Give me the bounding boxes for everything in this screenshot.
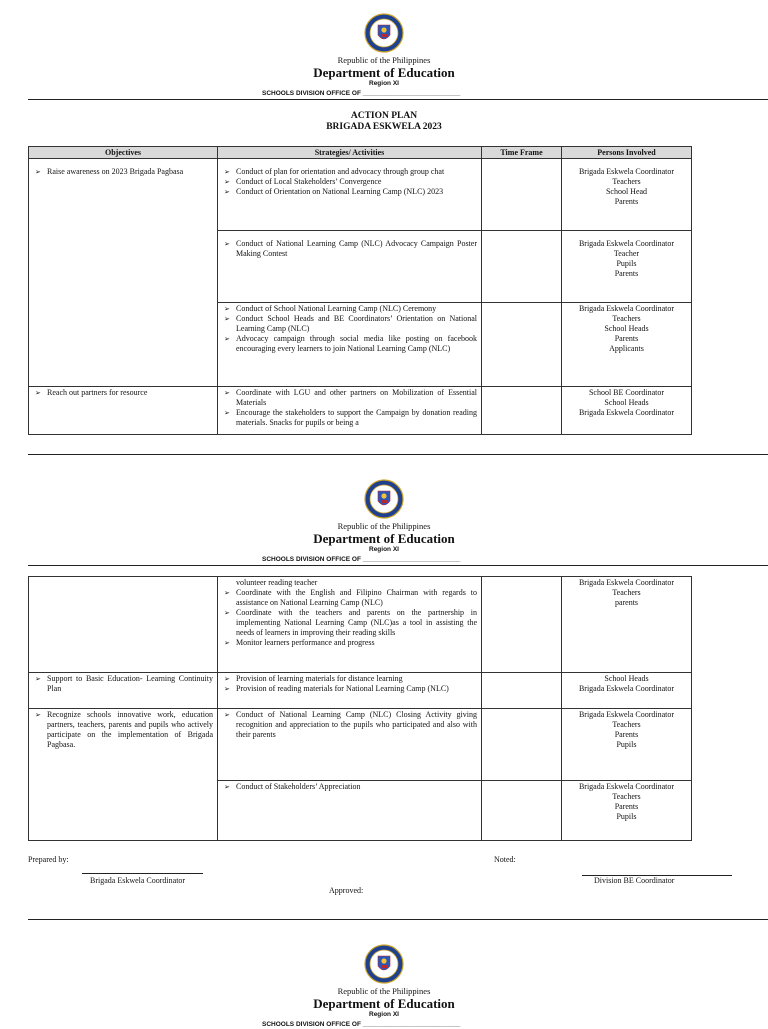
person-item: Pupils [616,812,637,821]
time-frame-cell [482,673,562,709]
objective-cell [29,387,218,435]
person-item: Brigada Eskwela Coordinator [578,782,675,791]
sdo-label: SCHOOLS DIVISION OFFICE OF ___________________________ [262,90,461,97]
header-time-frame: Time Frame [482,147,562,159]
prepared-role: Brigada Eskwela Coordinator [90,876,186,885]
person-item: Brigada Eskwela Coordinator [578,684,675,693]
objective-cell [29,673,218,709]
table-row [29,387,692,435]
title-line1: ACTION PLAN [350,111,418,121]
page-divider [28,454,768,455]
persons-cell [562,709,692,781]
persons-cell [562,577,692,673]
prepared-by-label: Prepared by: [28,855,69,864]
person-item: Parents [614,730,639,739]
prepared-signature-line [82,873,203,874]
strategy-item: ➢ Conduct of Stakeholders’ Appreciation [222,782,477,792]
person-item: parents [614,598,639,607]
action-plan-table [28,146,692,435]
strategy-item: ➢ Conduct School Heads and BE Coordinators’ Orientation on National Learning Camp (NLC) [222,314,477,334]
department-title: Department of Education [313,65,455,80]
header-divider [28,565,768,566]
person-item: School BE Coordinator [588,388,665,397]
objective-cell [29,709,218,841]
objective-cell [29,577,218,673]
strategy-item: ➢ Conduct of plan for orientation and advocacy through group chat [222,167,477,177]
region-label: Region XI [369,546,399,553]
person-item: Brigada Eskwela Coordinator [578,167,675,176]
strategy-item: ➢ Advocacy campaign through social media like posting on facebook encouraging every learners to join National Learning Camp (NLC) [222,334,477,354]
sdo-label: SCHOOLS DIVISION OFFICE OF ___________________________ [262,556,461,563]
time-frame-cell [482,781,562,841]
objective-item: ➢ Raise awareness on 2023 Brigada Pagbasa [33,167,213,177]
person-item: Teachers [612,177,641,186]
republic-label: Republic of the Philippines [337,986,431,996]
noted-label: Noted: [494,855,516,864]
person-item: Brigada Eskwela Coordinator [578,578,675,587]
republic-label: Republic of the Philippines [337,55,431,65]
strategy-item: ➢ Conduct of Orientation on National Learning Camp (NLC) 2023 [222,187,477,197]
table-row [29,577,692,673]
person-item: Parents [614,197,639,206]
strategies-cell [218,781,482,841]
persons-cell [562,159,692,231]
strategy-item: ➢ Coordinate with the English and Filipino Chairman with regards to assistance on National Learning Camp (NLC) [222,588,477,608]
strategies-cell [218,159,482,231]
approved-label: Approved: [329,886,364,895]
strategy-item: ➢ Encourage the stakeholders to support the Campaign by donation reading materials. Snacks for pupils or being a [222,408,477,428]
strategies-cell [218,709,482,781]
person-item: Brigada Eskwela Coordinator [578,710,675,719]
person-item: Teachers [612,792,641,801]
person-item: Teacher [613,249,640,258]
time-frame-cell [482,159,562,231]
strategy-item: ➢ Conduct of School National Learning Camp (NLC) Ceremony [222,304,477,314]
time-frame-cell [482,577,562,673]
person-item: School Heads [604,674,649,683]
table-row [29,673,692,709]
sdo-label: SCHOOLS DIVISION OFFICE OF ___________________________ [262,1021,461,1028]
objective-item: ➢ Reach out partners for resource [33,388,213,398]
time-frame-cell [482,231,562,303]
strategy-item: ➢ Provision of reading materials for National Learning Camp (NLC) [222,684,477,694]
strategy-item: ➢ Monitor learners performance and progress [222,638,477,648]
noted-role: Division BE Coordinator [594,876,675,885]
persons-cell [562,673,692,709]
persons-cell [562,231,692,303]
objective-item: ➢ Recognize schools innovative work, education partners, teachers, parents and pupils who actively participate on the implementation of Brigada Pagbasa. [33,710,213,750]
strategy-item: ➢ Conduct of National Learning Camp (NLC) Closing Activity giving recognition and appreciation to the pupils who participated and also with their parents [222,710,477,740]
header-strategies: Strategies/ Activities [218,147,482,159]
strategy-item: ➢ Coordinate with the teachers and parents on the partnership in implementing National Learning Camp (NLC)as a tool in assisting the needs of learners in improving their reading skills [222,608,477,638]
strategies-cell [218,673,482,709]
deped-seal-icon [364,479,404,519]
persons-cell [562,387,692,435]
person-item: Teachers [612,720,641,729]
person-item: Brigada Eskwela Coordinator [578,408,675,417]
objective-item: ➢ Support to Basic Education- Learning Continuity Plan [33,674,213,694]
page3-header [0,944,768,1018]
strategies-cell [218,387,482,435]
person-item: School Heads [604,324,649,333]
person-item: School Heads [604,398,649,407]
department-title: Department of Education [313,996,455,1011]
table-row [29,709,692,781]
page-divider [28,919,768,920]
strategy-item: ➢ Provision of learning materials for distance learning [222,674,477,684]
deped-seal-icon [364,944,404,984]
title-line2: BRIGADA ESKWELA 2023 [326,122,442,132]
strategy-item: ➢ Conduct of Local Stakeholders’ Convergence [222,177,477,187]
person-item: Pupils [616,740,637,749]
person-item: Teachers [612,314,641,323]
document-title [0,111,768,133]
header-persons: Persons Involved [562,147,692,159]
page2-header [0,479,768,553]
objective-cell [29,159,218,387]
person-item: School Head [605,187,648,196]
header-objectives: Objectives [29,147,218,159]
person-item: Brigada Eskwela Coordinator [578,239,675,248]
strategies-cell [218,303,482,387]
person-item: Pupils [616,259,637,268]
region-label: Region XI [369,1011,399,1018]
department-title: Department of Education [313,531,455,546]
person-item: Brigada Eskwela Coordinator [578,304,675,313]
person-item: Parents [614,802,639,811]
action-plan-table-continued [28,576,692,841]
deped-seal-icon [364,13,404,53]
header-divider [28,99,768,100]
republic-label: Republic of the Philippines [337,521,431,531]
strategies-cell [218,231,482,303]
person-item: Parents [614,269,639,278]
strategies-cell [218,577,482,673]
page1-header [0,13,768,87]
region-label: Region XI [369,80,399,87]
strategy-item: ➢ Conduct of National Learning Camp (NLC) Advocacy Campaign Poster Making Contest [222,239,477,259]
strategy-continuation: volunteer reading teacher [236,578,318,587]
strategy-item: ➢ Coordinate with LGU and other partners on Mobilization of Essential Materials [222,388,477,408]
time-frame-cell [482,303,562,387]
persons-cell [562,303,692,387]
table-header-row [29,147,692,159]
persons-cell [562,781,692,841]
table-row [29,159,692,231]
time-frame-cell [482,387,562,435]
person-item: Applicants [609,344,644,353]
person-item: Parents [614,334,639,343]
person-item: Teachers [612,588,641,597]
time-frame-cell [482,709,562,781]
